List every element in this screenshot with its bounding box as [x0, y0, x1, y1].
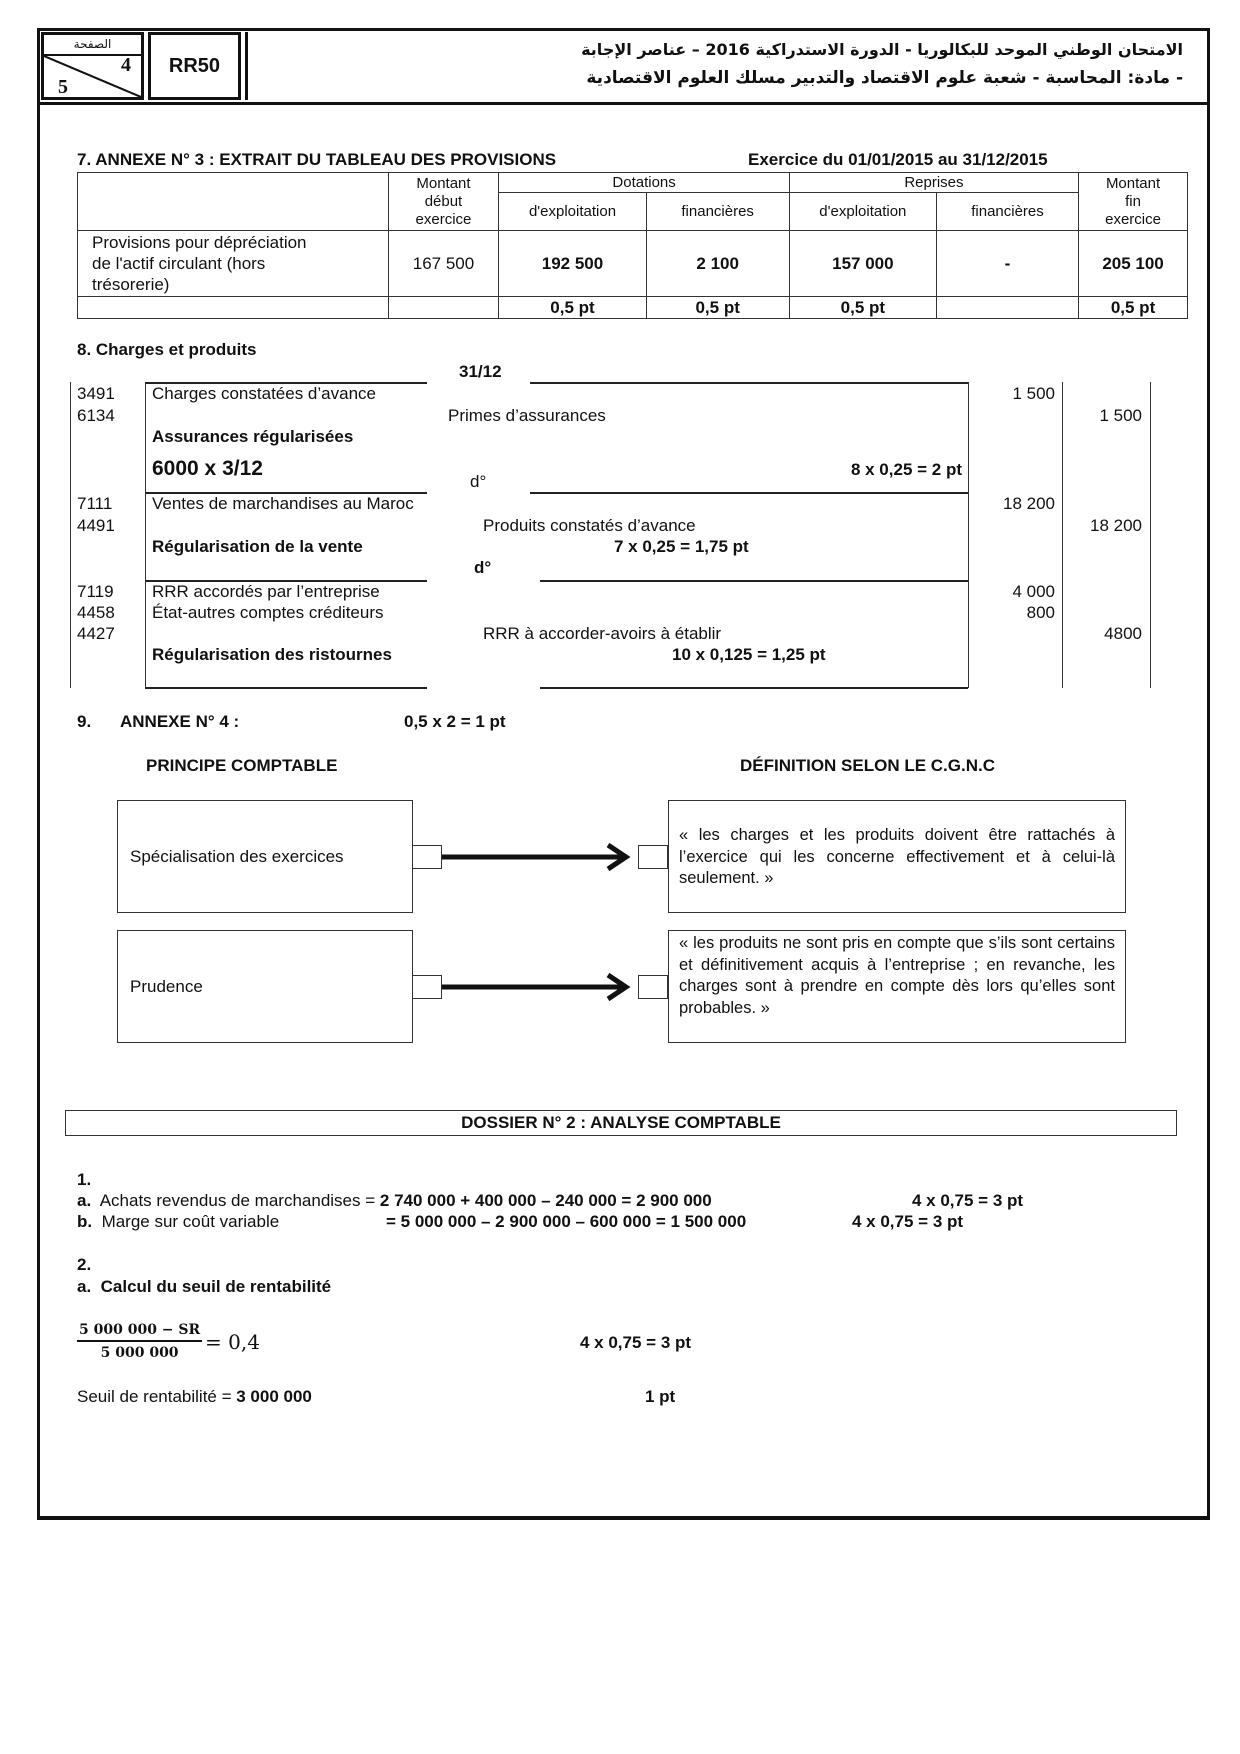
connector-stub: [412, 845, 442, 869]
entry-calc: 6000 x 3/12: [152, 457, 263, 480]
entry-account: 3491: [77, 384, 115, 403]
q2a-title: Calcul du seuil de rentabilité: [100, 1277, 332, 1296]
header-reprises-exploitation: d'exploitation: [789, 193, 936, 231]
points-empty: [388, 297, 499, 319]
cell-dotations-exploitation: 192 500: [499, 231, 646, 297]
entry-credit: 4800: [1104, 624, 1142, 643]
journal-box-right-rule: [968, 382, 969, 688]
q1b-points: 4 x 0,75 = 3 pt: [852, 1212, 964, 1231]
table-row: [78, 231, 1188, 297]
journal-credit-rule: [1150, 382, 1151, 688]
arrow-right-icon: [440, 840, 640, 874]
exam-title-box: [245, 32, 1203, 100]
header-montant-debut-l2: début: [424, 192, 463, 210]
entry-debit: 800: [1026, 603, 1055, 622]
points-empty: [78, 297, 389, 319]
entry-account: 6134: [77, 406, 115, 425]
entry-description: Régularisation de la vente: [152, 537, 363, 556]
entry-description: Assurances régularisées: [152, 427, 354, 446]
connector-stub: [638, 845, 668, 869]
entry-top-line: [530, 492, 968, 494]
journal-left-rule: [70, 382, 71, 688]
formula-denominator: 5 000 000: [100, 1345, 179, 1361]
entry-top-line: [540, 580, 968, 582]
entry-account: 4491: [77, 516, 115, 535]
section7-period: Exercice du 01/01/2015 au 31/12/2015: [748, 150, 1048, 169]
header-montant-debut-l1: Montant: [416, 174, 471, 192]
q1a-text: Achats revendus de marchandises =: [99, 1191, 380, 1210]
section7-title: 7. ANNEXE N° 3 : EXTRAIT DU TABLEAU DES PROVISIONS: [77, 150, 557, 169]
q2a-label: a.: [77, 1277, 92, 1296]
entry-debit: 1 500: [1012, 384, 1055, 403]
points-dotations-exploitation: 0,5 pt: [499, 297, 646, 319]
header-dotations-exploitation: d'exploitation: [499, 193, 646, 231]
entry-top-line: [530, 382, 968, 384]
entry-label: Primes d’assurances: [448, 406, 606, 425]
row-label-l3: trésorerie): [92, 275, 170, 294]
connector-stub: [638, 975, 668, 999]
header-dotations: Dotations: [499, 173, 789, 193]
principle-label: Spécialisation des exercices: [130, 847, 344, 866]
arrow-right-icon: [440, 970, 640, 1004]
definition-box: « les charges et les produits doivent être rattachés à l’exercice qui les concerne effectivement et à celui-là seulement. »: [668, 800, 1126, 913]
connector-stub: [412, 975, 442, 999]
q1a-line: [77, 1191, 712, 1211]
section9-title: ANNEXE N° 4 :: [120, 712, 240, 731]
definition-box: « les produits ne sont pris en compte que s’ils sont certains et définitivement acquis à l’entreprise ; en revanche, les charges sont à prendre en compte dès lors qu’elles sont probables. »: [668, 930, 1126, 1043]
principle-box: [117, 930, 413, 1043]
header-montant-fin-l2: fin: [1125, 192, 1141, 210]
breakeven-value: 3 000 000: [236, 1387, 312, 1406]
section9-points: 0,5 x 2 = 1 pt: [404, 712, 506, 731]
entry-credit: 18 200: [1090, 516, 1142, 535]
points-dotations-financieres: 0,5 pt: [646, 297, 789, 319]
entry-account: 7111: [77, 494, 113, 513]
entry-bottom-line: [145, 687, 427, 689]
formula-result: = 0,4: [205, 1330, 260, 1354]
points-reprises-exploitation: 0,5 pt: [789, 297, 936, 319]
header-montant-fin-l1: Montant: [1105, 174, 1161, 192]
dossier2-title: DOSSIER N° 2 : ANALYSE COMPTABLE: [65, 1110, 1177, 1136]
formula-points: 4 x 0,75 = 3 pt: [580, 1333, 692, 1352]
header-montant-fin: [1079, 173, 1188, 231]
entry-label: Produits constatés d’avance: [483, 516, 696, 535]
breakeven-formula: [77, 1322, 202, 1361]
page-current: 4: [121, 54, 131, 76]
principle-column-header: PRINCIPE COMPTABLE: [146, 756, 338, 775]
entry-label: Charges constatées d’avance: [152, 384, 376, 403]
entry-bottom-line: [540, 687, 968, 689]
breakeven-line: [77, 1387, 312, 1407]
definition-column-header: DÉFINITION SELON LE C.G.N.C: [740, 756, 996, 775]
header-reprises-financieres: financières: [936, 193, 1078, 231]
cell-dotations-financieres: 2 100: [646, 231, 789, 297]
entry-points: 7 x 0,25 = 1,75 pt: [614, 537, 749, 556]
cell-reprises-financieres: -: [936, 231, 1078, 297]
exam-header: [37, 28, 1210, 105]
q1b-calc: = 5 000 000 – 2 900 000 – 600 000 = 1 500 000: [386, 1212, 747, 1231]
entry-label: RRR à accorder-avoirs à établir: [483, 624, 722, 643]
section8-title: 8. Charges et produits: [77, 340, 257, 359]
entry-account: 7119: [77, 582, 114, 601]
header-montant-debut: [388, 173, 499, 231]
exam-title-line1: الامتحان الوطني الموحد للبكالوريا - الدورة الاستدراكية 2016 – عناصر الإجابة: [581, 40, 1183, 59]
page-total: 5: [58, 76, 68, 98]
principle-label: Prudence: [130, 977, 203, 996]
principle-box: [117, 800, 413, 913]
q1b-line: [77, 1212, 279, 1232]
row-label-l2: de l'actif circulant (hors: [92, 254, 266, 273]
q1b-text: Marge sur coût variable: [101, 1212, 280, 1231]
journal-label-rule: [145, 382, 146, 688]
exam-code: RR50: [148, 32, 241, 100]
entry-debit: 18 200: [1003, 494, 1055, 513]
row-label: [78, 231, 389, 297]
points-empty: [936, 297, 1078, 319]
header-montant-fin-l3: exercice: [1105, 210, 1161, 228]
entry-separator: d°: [474, 558, 492, 577]
q1b-label: b.: [77, 1212, 93, 1231]
q1a-calc: 2 740 000 + 400 000 – 240 000 = 2 900 000: [379, 1191, 712, 1210]
entry-label: Ventes de marchandises au Maroc: [152, 494, 414, 513]
header-empty-cell: [78, 173, 389, 231]
q1a-label: a.: [77, 1191, 92, 1210]
header-dotations-financieres: financières: [646, 193, 789, 231]
points-montant-fin: 0,5 pt: [1079, 297, 1188, 319]
entry-points: 8 x 0,25 = 2 pt: [850, 460, 962, 479]
points-row: [78, 297, 1188, 319]
entry-label: RRR accordés par l’entreprise: [152, 582, 380, 601]
entry-credit: 1 500: [1099, 406, 1142, 425]
entry-account: 4458: [77, 603, 115, 622]
formula-numerator: 5 000 000 − SR: [77, 1322, 202, 1342]
q1a-points: 4 x 0,75 = 3 pt: [912, 1191, 1024, 1210]
entry-label: État-autres comptes créditeurs: [152, 603, 384, 622]
entry-debit: 4 000: [1012, 582, 1055, 601]
entry-description: Régularisation des ristournes: [152, 645, 392, 664]
page-number-box: [41, 32, 144, 100]
exam-title-line2: - مادة: المحاسبة - شعبة علوم الاقتصاد والتدبير مسلك العلوم الاقتصادية: [586, 68, 1183, 88]
entry-account: 4427: [77, 624, 115, 643]
q1-number: 1.: [77, 1170, 92, 1189]
cell-montant-fin: 205 100: [1079, 231, 1188, 297]
page-label: الصفحة: [44, 35, 141, 56]
q2a-line: [77, 1277, 331, 1297]
breakeven-text: Seuil de rentabilité =: [77, 1387, 237, 1406]
provisions-table: [77, 172, 1188, 319]
cell-reprises-exploitation: 157 000: [789, 231, 936, 297]
breakeven-points: 1 pt: [645, 1387, 676, 1406]
header-montant-debut-l3: exercice: [415, 210, 472, 228]
row-label-l1: Provisions pour dépréciation: [92, 233, 307, 252]
entry-date: 31/12: [459, 362, 502, 381]
cell-montant-debut: 167 500: [388, 231, 499, 297]
entry-points: 10 x 0,125 = 1,25 pt: [672, 645, 826, 664]
header-reprises: Reprises: [789, 173, 1078, 193]
section9-number: 9.: [77, 712, 92, 731]
q2-number: 2.: [77, 1255, 92, 1274]
entry-separator: d°: [470, 472, 487, 491]
